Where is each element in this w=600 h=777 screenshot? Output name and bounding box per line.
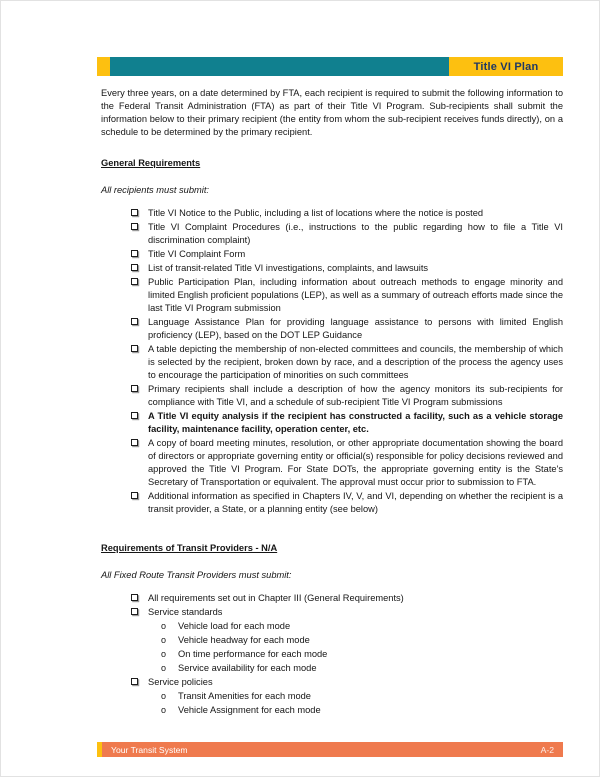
checkbox-icon [131, 223, 138, 230]
section-heading: General Requirements [101, 158, 201, 168]
circle-bullet-icon: o [161, 621, 167, 631]
intro-paragraph: Every three years, on a date determined by FTA, each recipient is required to submit the following information to the Federal Transit Administration (FTA) as part of their Title VI Program. Sub-recipients shall submit the information below to their primary recipient (the entity from whom the sub-recipient receives funds directly), on a schedule to be determined by the primary recipient. [101, 88, 563, 137]
checklist-item-text: Language Assistance Plan for providing language assistance to persons with limited English proficiency (LEP), based on the DOT LEP Guidance [148, 317, 563, 340]
checklist-item-text: All requirements set out in Chapter III (General Requirements) [148, 593, 404, 603]
checklist-item-text: Service standards [148, 607, 223, 617]
checklist-item [101, 248, 563, 261]
checklist-item-text: Title VI Complaint Procedures (i.e., instructions to the public regarding how to file a Title VI discrimination complaint) [148, 222, 563, 245]
sub-list-item [101, 620, 563, 633]
checkbox-icon [131, 594, 138, 601]
sub-list-item [101, 704, 563, 717]
checklist-item [101, 437, 563, 489]
sub-item-text: Transit Amenities for each mode [178, 691, 311, 701]
checklist-item-text: A copy of board meeting minutes, resolution, or other appropriate documentation showing the board of directors or appropriate governing entity or official(s) responsible for policy decisions reviewed and approved the Title VI Program. For State DOTs, the appropriate governing entity is the State's Secretary of Transportation or equivalent. The approval must occur prior to submission to FTA. [148, 438, 563, 487]
circle-bullet-icon: o [161, 635, 167, 645]
checklist [101, 207, 563, 516]
checklist-item [101, 343, 563, 382]
document-title: Title VI Plan [473, 60, 539, 73]
checklist-item [101, 410, 563, 436]
sub-item-text: Vehicle load for each mode [178, 621, 291, 631]
checkbox-icon [131, 209, 138, 216]
checklist-item-text: Title VI Notice to the Public, including a list of locations where the notice is posted [148, 208, 484, 218]
document-body [101, 87, 563, 718]
checkbox-icon [131, 385, 138, 392]
checklist-item [101, 262, 563, 275]
checklist-item-text: A table depicting the membership of non-elected committees and councils, the membership of which is selected by the recipient, broken down by race, and a description of the process the agency uses to encourage the participation of minorities on such committees [148, 344, 563, 380]
document-title-box [449, 57, 563, 76]
section-intro-italic: All recipients must submit: [101, 185, 209, 195]
checklist-item [101, 316, 563, 342]
checklist-item-text: Primary recipients shall include a description of how the agency monitors its sub-recipients for compliance with Title VI, and a schedule of sub-recipient Title VI Program submissions [148, 384, 563, 407]
checkbox-icon [131, 439, 138, 446]
checkbox-icon [131, 318, 138, 325]
section-heading: Requirements of Transit Providers - N/A [101, 543, 278, 553]
footer-org-name: Your Transit System [111, 744, 188, 755]
checkbox-icon [131, 278, 138, 285]
checklist-item-text: List of transit-related Title VI investigations, complaints, and lawsuits [148, 263, 429, 273]
checkbox-icon [131, 250, 138, 257]
circle-bullet-icon: o [161, 691, 167, 701]
circle-bullet-icon: o [161, 705, 167, 715]
sub-item-text: Service availability for each mode [178, 663, 317, 673]
sub-item-text: On time performance for each mode [178, 649, 328, 659]
sub-list-item [101, 690, 563, 703]
sub-list-item [101, 648, 563, 661]
header-banner [97, 57, 563, 76]
checkbox-icon [131, 608, 138, 615]
circle-bullet-icon: o [161, 649, 167, 659]
checkbox-icon [131, 492, 138, 499]
checklist-item [101, 676, 563, 689]
footer-page-number: A-2 [540, 744, 554, 755]
sub-list-item [101, 634, 563, 647]
checkbox-icon [131, 412, 138, 419]
checklist [101, 592, 563, 717]
checklist-item-text: Title VI Complaint Form [148, 249, 246, 259]
checklist-item [101, 606, 563, 619]
checklist-item-text: Public Participation Plan, including information about outreach methods to engage minority and limited English proficient populations (LEP), as well as a summary of outreach efforts made since the last Title VI Program submission [148, 277, 563, 313]
sub-item-text: Vehicle headway for each mode [178, 635, 310, 645]
checkbox-icon [131, 345, 138, 352]
checklist-item-text: Service policies [148, 677, 213, 687]
section [101, 542, 563, 717]
sub-list-item [101, 662, 563, 675]
circle-bullet-icon: o [161, 663, 167, 673]
checkbox-icon [131, 264, 138, 271]
checklist-item-text: Additional information as specified in Chapters IV, V, and VI, depending on whether the recipient is a transit provider, a State, or a planning entity (see below) [148, 491, 563, 514]
checklist-item [101, 490, 563, 516]
checklist-item [101, 221, 563, 247]
checklist-item [101, 276, 563, 315]
checklist-item [101, 383, 563, 409]
sections-container [101, 157, 563, 717]
checklist-item [101, 207, 563, 220]
section [101, 157, 563, 516]
footer-yellow-accent [97, 742, 102, 757]
header-yellow-accent [97, 57, 110, 76]
footer-banner [97, 742, 563, 757]
sub-item-text: Vehicle Assignment for each mode [178, 705, 321, 715]
checklist-item-text: A Title VI equity analysis if the recipient has constructed a facility, such as a vehicle storage facility, maintenance facility, operation center, etc. [148, 411, 563, 434]
checklist-item [101, 592, 563, 605]
checkbox-icon [131, 678, 138, 685]
section-intro-italic: All Fixed Route Transit Providers must submit: [101, 570, 292, 580]
